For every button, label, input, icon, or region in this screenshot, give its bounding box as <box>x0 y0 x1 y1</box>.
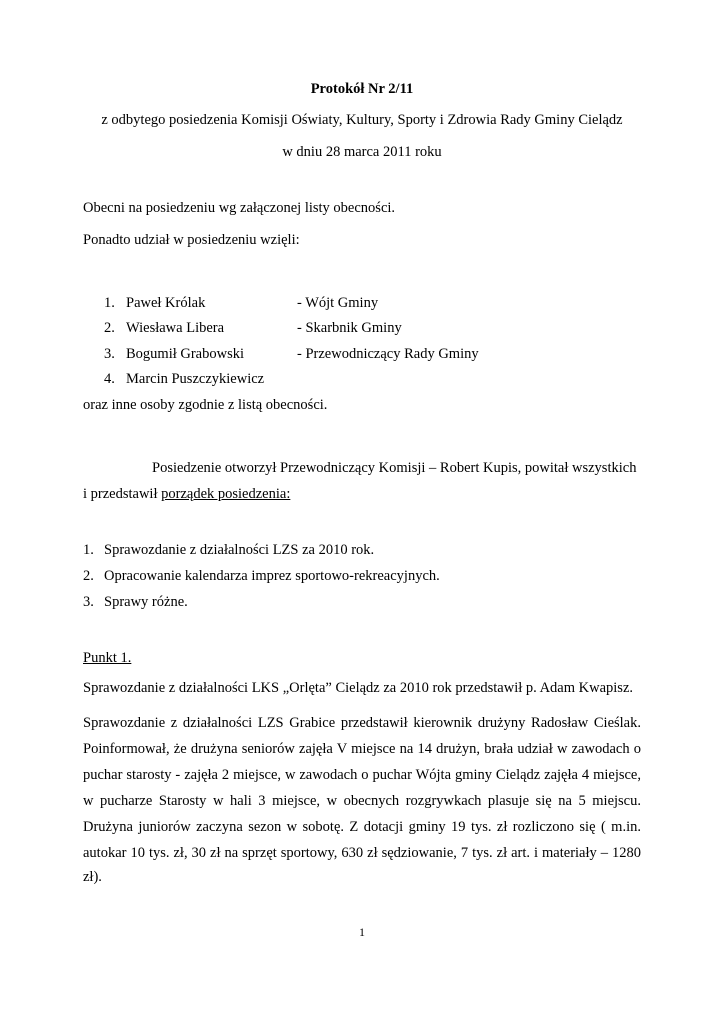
attendee-number: 4. <box>104 371 115 387</box>
attendee-number: 3. <box>104 346 115 362</box>
agenda-item: Opracowanie kalendarza imprez sportowo-rekreacyjnych. <box>104 568 440 584</box>
section-heading: Punkt 1. <box>83 650 132 666</box>
intro-line-1: Obecni na posiedzeniu wg załączonej listy obecności. <box>83 200 396 216</box>
page-number: 1 <box>359 925 365 939</box>
paragraph: Sprawozdanie z działalności LKS „Orlęta” Cielądz za 2010 rok przedstawił p. Adam Kwapisz. <box>83 680 634 696</box>
attendee-number: 1. <box>104 295 115 311</box>
page-title: Protokół Nr 2/11 <box>310 81 414 97</box>
agenda-heading: porządek posiedzenia: <box>161 486 291 502</box>
opening-line-2 <box>83 486 290 503</box>
attendee-name: Bogumił Grabowski <box>126 346 245 362</box>
paragraph-line: Poinformował, że drużyna seniorów zajęła V miejsce na 14 drużyn, brała udział w zawodach o <box>83 741 641 757</box>
opening-line-1: Posiedzenie otworzył Przewodniczący Komisji – Robert Kupis, powitał wszystkich <box>152 460 637 476</box>
agenda-number: 3. <box>83 594 94 610</box>
paragraph-line: puchar starosty - zajęła 2 miejsce, w zawodach o puchar Wójta gminy Cielądz zajęła 4 miejsce, <box>83 767 641 783</box>
paragraph-line: w pucharze Starosty w hali 3 miejsce, w obecnych rozgrywkach plasuje się na 5 miejscu. <box>83 793 641 809</box>
attendee-number: 2. <box>104 320 115 336</box>
attendee-role: - Przewodniczący Rady Gminy <box>297 346 479 362</box>
agenda-item: Sprawozdanie z działalności LZS za 2010 rok. <box>104 542 375 558</box>
agenda-item: Sprawy różne. <box>104 594 188 610</box>
paragraph-line: Sprawozdanie z działalności LZS Grabice przedstawił kierownik drużyny Radosław Cieślak. <box>83 715 641 731</box>
paragraph-line: autokar 10 tys. zł, 30 zł na sprzęt sportowy, 630 zł sędziowanie, 7 tys. zł art. i materiały – 1280 <box>83 845 641 861</box>
attendee-role: - Skarbnik Gminy <box>297 320 402 336</box>
paragraph-line: Drużyna juniorów zaczyna sezon w sobotę. Z dotacji gminy 19 tys. zł rozliczono się ( m.in. <box>83 819 641 835</box>
attendee-name: Wiesława Libera <box>126 320 225 336</box>
others-note: oraz inne osoby zgodnie z listą obecności. <box>83 397 328 413</box>
document-date: w dniu 28 marca 2011 roku <box>282 144 442 160</box>
document-subtitle: z odbytego posiedzenia Komisji Oświaty, Kultury, Sporty i Zdrowia Rady Gminy Cielądz <box>101 112 623 128</box>
agenda-number: 1. <box>83 542 94 558</box>
attendee-role: - Wójt Gminy <box>297 295 379 311</box>
agenda-number: 2. <box>83 568 94 584</box>
paragraph-line: zł). <box>83 869 102 885</box>
opening-prefix: i przedstawił <box>83 486 162 502</box>
attendee-name: Marcin Puszczykiewicz <box>126 371 265 387</box>
intro-line-2: Ponadto udział w posiedzeniu wzięli: <box>83 232 300 248</box>
attendee-name: Paweł Królak <box>126 295 206 311</box>
